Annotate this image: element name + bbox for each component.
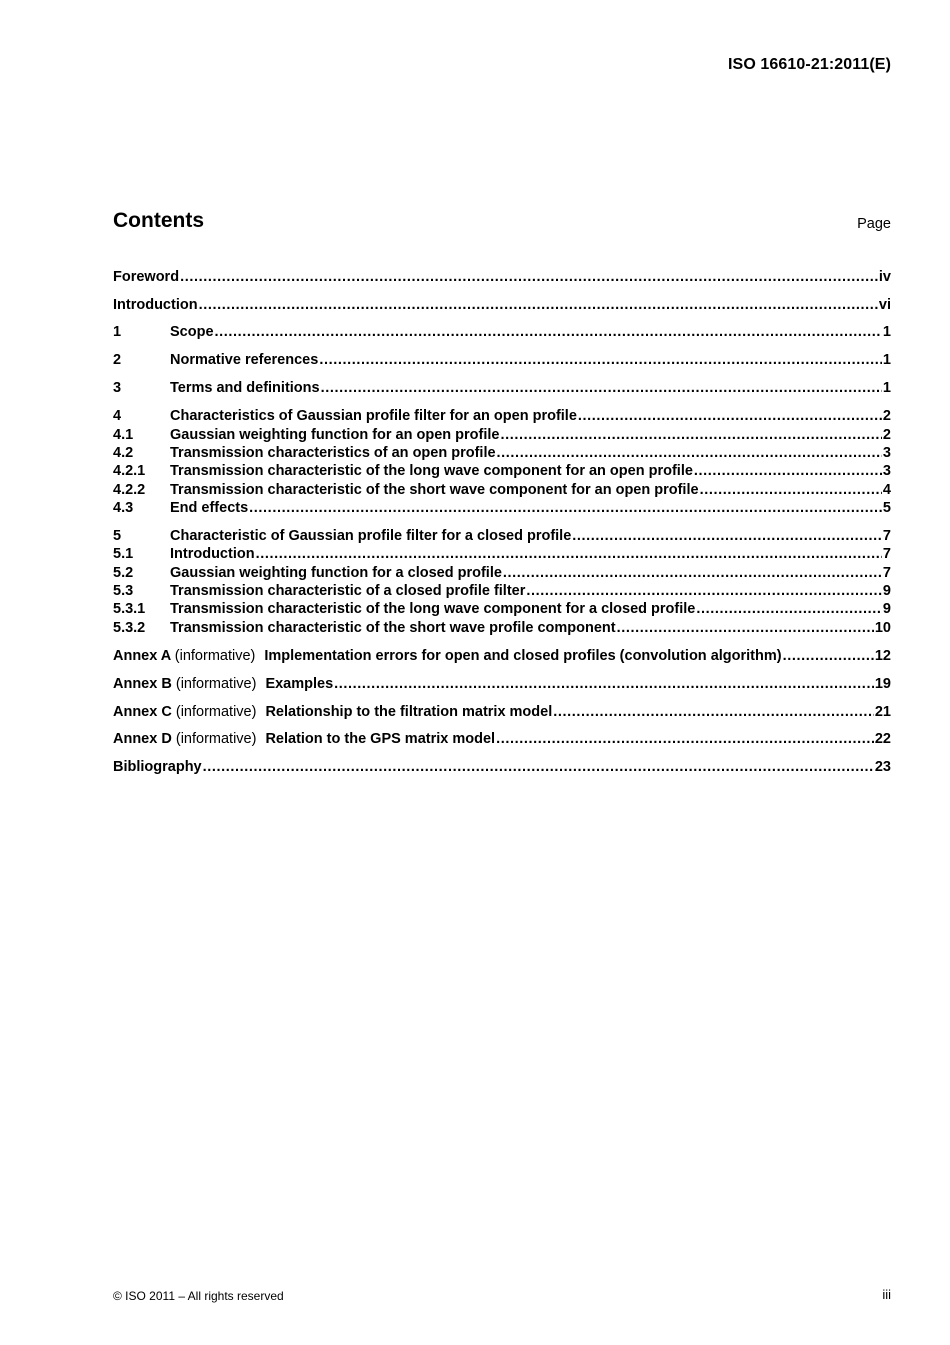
toc-entry-title: Relationship to the filtration matrix model bbox=[265, 704, 553, 720]
toc-entry-annex-c[interactable] bbox=[113, 704, 891, 722]
dot-leader bbox=[256, 546, 882, 562]
toc-entry-page: 22 bbox=[874, 731, 891, 747]
toc-entry-title: Relation to the GPS matrix model bbox=[265, 731, 496, 747]
dot-leader bbox=[500, 427, 881, 443]
toc-entry-number: 5.3.2 bbox=[113, 620, 146, 636]
toc-entry-number: 4.3 bbox=[113, 500, 134, 516]
annex-label bbox=[113, 648, 255, 664]
annex-label bbox=[113, 676, 256, 692]
toc-entry-title: Characteristics of Gaussian profile filter for an open profile bbox=[170, 408, 577, 424]
toc-entry-title: Examples bbox=[265, 676, 334, 692]
toc-entry-5-1[interactable] bbox=[113, 546, 891, 564]
toc-entry-page: 19 bbox=[874, 676, 891, 692]
toc-entry-title: Transmission characteristic of the short wave profile component bbox=[170, 620, 616, 636]
copyright-notice: © ISO 2011 – All rights reserved bbox=[113, 1289, 284, 1303]
toc-entry-5-3[interactable] bbox=[113, 583, 891, 601]
toc-entry-page: 1 bbox=[882, 352, 891, 368]
toc-entry-page: 3 bbox=[882, 463, 891, 479]
toc-entry-annex-d[interactable] bbox=[113, 731, 891, 749]
toc-entry-4-2-2[interactable] bbox=[113, 482, 891, 500]
toc-entry-title: Transmission characteristic of the short wave component for an open profile bbox=[170, 482, 699, 498]
toc-entry-introduction[interactable] bbox=[113, 297, 891, 315]
toc-entry-number: 5.3 bbox=[113, 583, 134, 599]
toc-entry-annex-b[interactable] bbox=[113, 676, 891, 694]
toc-entry-number: 5 bbox=[113, 528, 122, 544]
toc-entry-page: iv bbox=[878, 269, 891, 285]
toc-entry-5-3-2[interactable] bbox=[113, 620, 891, 638]
toc-entry-page: 9 bbox=[882, 601, 891, 617]
toc-entry-number: 1 bbox=[113, 324, 122, 340]
dot-leader bbox=[203, 759, 874, 775]
toc-entry-title: Scope bbox=[170, 324, 214, 340]
toc-entry-page: 4 bbox=[882, 482, 891, 498]
toc-entry-title: End effects bbox=[170, 500, 249, 516]
dot-leader bbox=[572, 528, 882, 544]
toc-entry-5[interactable] bbox=[113, 528, 891, 546]
toc-entry-annex-a[interactable] bbox=[113, 648, 891, 666]
dot-leader bbox=[526, 583, 882, 599]
annex-letter: Annex B bbox=[113, 676, 172, 692]
toc-entry-page: 12 bbox=[874, 648, 891, 664]
toc-entry-bibliography[interactable] bbox=[113, 759, 891, 777]
toc-entry-page: 7 bbox=[882, 528, 891, 544]
dot-leader bbox=[215, 324, 882, 340]
dot-leader bbox=[180, 269, 878, 285]
toc-entry-number: 3 bbox=[113, 380, 122, 396]
dot-leader bbox=[553, 704, 874, 720]
annex-informative: (informative) bbox=[175, 676, 257, 692]
toc-entry-title: Gaussian weighting function for a closed profile bbox=[170, 565, 502, 581]
toc-entry-4-3[interactable] bbox=[113, 500, 891, 518]
toc-entry-title: Transmission characteristic of a closed profile filter bbox=[170, 583, 526, 599]
dot-leader bbox=[696, 601, 882, 617]
toc-entry-page: 2 bbox=[882, 427, 891, 443]
toc-entry-number: 5.3.1 bbox=[113, 601, 146, 617]
toc-entry-title: Characteristic of Gaussian profile filter for a closed profile bbox=[170, 528, 572, 544]
toc-entry-page: vi bbox=[878, 297, 891, 313]
annex-informative: (informative) bbox=[174, 648, 256, 664]
toc-entry-title: Normative references bbox=[170, 352, 319, 368]
annex-informative: (informative) bbox=[175, 731, 257, 747]
toc-entry-page: 23 bbox=[874, 759, 891, 775]
contents-heading: Contents bbox=[113, 209, 204, 232]
toc-entry-2[interactable] bbox=[113, 352, 891, 370]
dot-leader bbox=[321, 380, 882, 396]
annex-label bbox=[113, 731, 256, 747]
dot-leader bbox=[199, 297, 878, 313]
toc-entry-page: 10 bbox=[874, 620, 891, 636]
toc-entry-number: 4 bbox=[113, 408, 122, 424]
dot-leader bbox=[700, 482, 882, 498]
toc-entry-page: 2 bbox=[882, 408, 891, 424]
toc-entry-4-1[interactable] bbox=[113, 427, 891, 445]
page-column-label: Page bbox=[857, 216, 891, 232]
toc-entry-title: Transmission characteristic of the long wave component for a closed profile bbox=[170, 601, 696, 617]
toc-entry-5-2[interactable] bbox=[113, 565, 891, 583]
toc-entry-number: 5.1 bbox=[113, 546, 134, 562]
annex-letter: Annex C bbox=[113, 704, 172, 720]
toc-entry-page: 1 bbox=[882, 324, 891, 340]
dot-leader bbox=[503, 565, 882, 581]
toc-entry-title: Introduction bbox=[170, 546, 255, 562]
toc-entry-page: 7 bbox=[882, 565, 891, 581]
dot-leader bbox=[319, 352, 882, 368]
toc-entry-title: Transmission characteristic of the long wave component for an open profile bbox=[170, 463, 693, 479]
toc-entry-page: 21 bbox=[874, 704, 891, 720]
toc-entry-page: 7 bbox=[882, 546, 891, 562]
toc-entry-title: Bibliography bbox=[113, 759, 202, 775]
dot-leader bbox=[249, 500, 882, 516]
toc-entry-title: Foreword bbox=[113, 269, 180, 285]
toc-entry-page: 1 bbox=[882, 380, 891, 396]
dot-leader bbox=[334, 676, 874, 692]
toc-entry-4-2[interactable] bbox=[113, 445, 891, 463]
dot-leader bbox=[578, 408, 882, 424]
toc-entry-foreword[interactable] bbox=[113, 269, 891, 287]
toc-entry-1[interactable] bbox=[113, 324, 891, 342]
toc-entry-4[interactable] bbox=[113, 408, 891, 426]
dot-leader bbox=[617, 620, 874, 636]
toc-entry-3[interactable] bbox=[113, 380, 891, 398]
annex-label bbox=[113, 704, 256, 720]
toc-entry-number: 4.1 bbox=[113, 427, 134, 443]
toc-entry-page: 9 bbox=[882, 583, 891, 599]
toc-entry-number: 4.2 bbox=[113, 445, 134, 461]
dot-leader bbox=[694, 463, 882, 479]
toc-entry-5-3-1[interactable] bbox=[113, 601, 891, 619]
toc-entry-number: 2 bbox=[113, 352, 122, 368]
page-number: iii bbox=[882, 1287, 891, 1302]
toc-entry-title: Gaussian weighting function for an open profile bbox=[170, 427, 500, 443]
toc-entry-4-2-1[interactable] bbox=[113, 463, 891, 481]
dot-leader bbox=[783, 648, 874, 664]
toc-entry-title: Implementation errors for open and closed profiles (convolution algorithm) bbox=[264, 648, 782, 664]
dot-leader bbox=[496, 731, 874, 747]
toc-entry-number: 4.2.1 bbox=[113, 463, 146, 479]
annex-letter: Annex A bbox=[113, 648, 171, 664]
toc-entry-title: Introduction bbox=[113, 297, 198, 313]
toc-entry-title: Transmission characteristics of an open profile bbox=[170, 445, 496, 461]
toc-entry-page: 5 bbox=[882, 500, 891, 516]
toc-entry-number: 5.2 bbox=[113, 565, 134, 581]
toc-entry-number: 4.2.2 bbox=[113, 482, 146, 498]
annex-letter: Annex D bbox=[113, 731, 172, 747]
annex-informative: (informative) bbox=[175, 704, 257, 720]
toc-entry-page: 3 bbox=[882, 445, 891, 461]
dot-leader bbox=[497, 445, 882, 461]
toc-entry-title: Terms and definitions bbox=[170, 380, 320, 396]
document-id: ISO 16610-21:2011(E) bbox=[728, 56, 891, 73]
